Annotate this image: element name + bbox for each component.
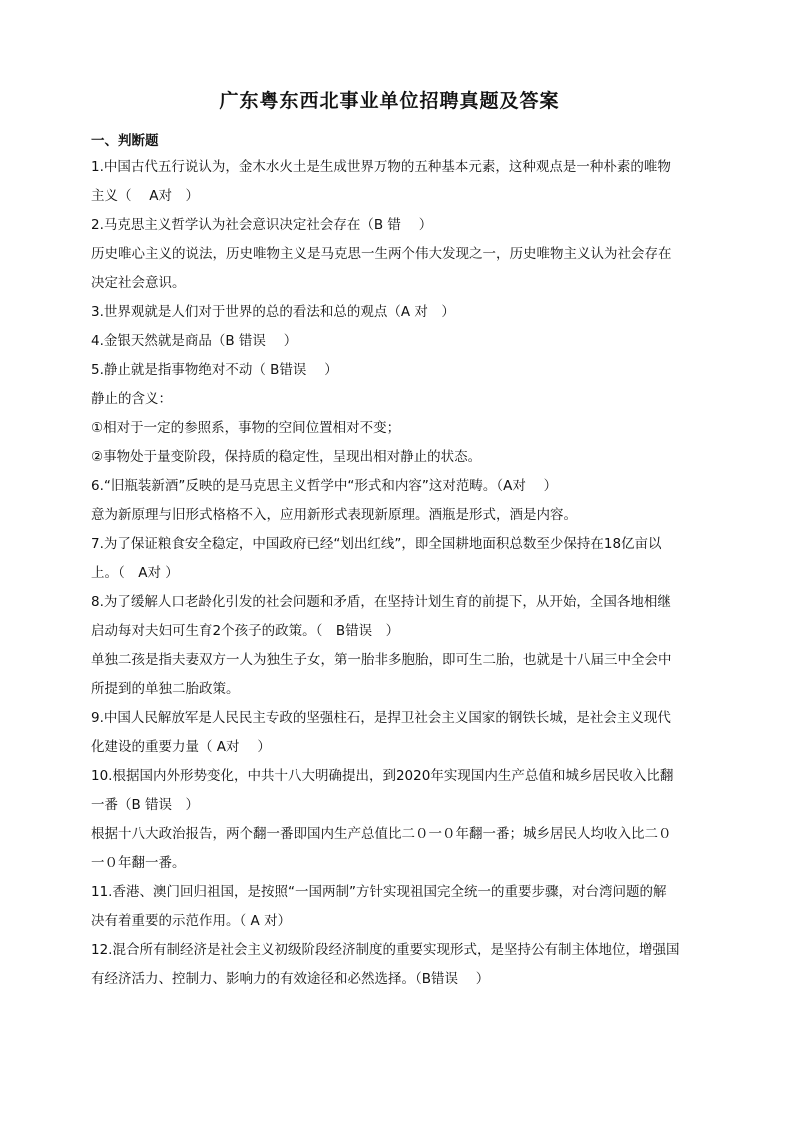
text-line: 1.中国古代五行说认为，金木水火土是生成世界万物的五种基本元素，这种观点是一种朴素的唯物 [91, 159, 671, 175]
text-line: 静止的含义： [91, 391, 172, 407]
text-line: 决定社会意识。 [91, 275, 186, 291]
document-body [91, 158, 688, 989]
text-line: 启动每对夫妇可生育2个孩子的政策。（ B错误 ） [91, 623, 400, 639]
text-line: 历史唯心主义的说法，历史唯物主义是马克思一生两个伟大发现之一，历史唯物主义认为社会存在 [91, 246, 672, 262]
text-line: 7.为了保证粮食安全稳定，中国政府已经“划出红线”，即全国耕地面积总数至少保持在18亿亩以 [91, 536, 662, 552]
text-line: 11.香港、澳门回归祖国，是按照“一国两制”方针实现祖国完全统一的重要步骤，对台湾问题的解 [91, 884, 667, 900]
text-line: 8.为了缓解人口老龄化引发的社会问题和矛盾，在坚持计划生育的前提下，从开始，全国各地相继 [91, 594, 671, 610]
text-line: 意为新原理与旧形式格格不入，应用新形式表现新原理。酒瓶是形式，酒是内容。 [91, 507, 577, 523]
text-line: 一０年翻一番。 [91, 855, 186, 871]
text-line: 一番（B 错误 ） [91, 797, 200, 813]
text-line: 9.中国人民解放军是人民民主专政的坚强柱石，是捍卫社会主义国家的钢铁长城，是社会主义现代 [91, 710, 671, 726]
text-line: 12.混合所有制经济是社会主义初级阶段经济制度的重要实现形式，是坚持公有制主体地位，增强国 [91, 942, 680, 958]
text-line: 6.“旧瓶装新酒”反映的是马克思主义哲学中“形式和内容”这对范畴。（A对 ） [91, 478, 558, 494]
text-line: ②事物处于量变阶段，保持质的稳定性，呈现出相对静止的状态。 [91, 449, 482, 465]
text-line: 化建设的重要力量（ A对 ） [91, 739, 271, 755]
text-line: 2.马克思主义哲学认为社会意识决定社会存在（B 错 ） [91, 217, 433, 233]
text-line: 10.根据国内外形势变化，中共十八大明确提出，到2020年实现国内生产总值和城乡居民收入比翻 [91, 768, 674, 784]
text-line: 4.金银天然就是商品（B 错误 ） [91, 333, 298, 349]
text-line: 所提到的单独二胎政策。 [91, 681, 240, 697]
text-line: 根据十八大政治报告，两个翻一番即国内生产总值比二０一０年翻一番；城乡居民人均收入比二０ [91, 826, 672, 842]
section-heading: 一、判断题 [91, 133, 159, 149]
text-line: 有经济活力、控制力、影响力的有效途径和必然选择。（B错误 ） [91, 971, 490, 987]
text-line: 3.世界观就是人们对于世界的总的看法和总的观点（A 对 ） [91, 304, 455, 320]
document-title: 广东粤东西北事业单位招聘真题及答案 [219, 90, 560, 112]
text-line: 上。（ A对 ） [91, 565, 179, 581]
text-line: 5.静止就是指事物绝对不动（ B错误 ） [91, 362, 338, 378]
text-line: ①相对于一定的参照系，事物的空间位置相对不变； [91, 420, 401, 436]
text-line: 决有着重要的示范作用。（ A 对） [91, 913, 292, 929]
text-line: 单独二孩是指夫妻双方一人为独生子女，第一胎非多胞胎，即可生二胎，也就是十八届三中全会中 [91, 652, 672, 668]
text-line: 主义（ A对 ） [91, 188, 200, 204]
